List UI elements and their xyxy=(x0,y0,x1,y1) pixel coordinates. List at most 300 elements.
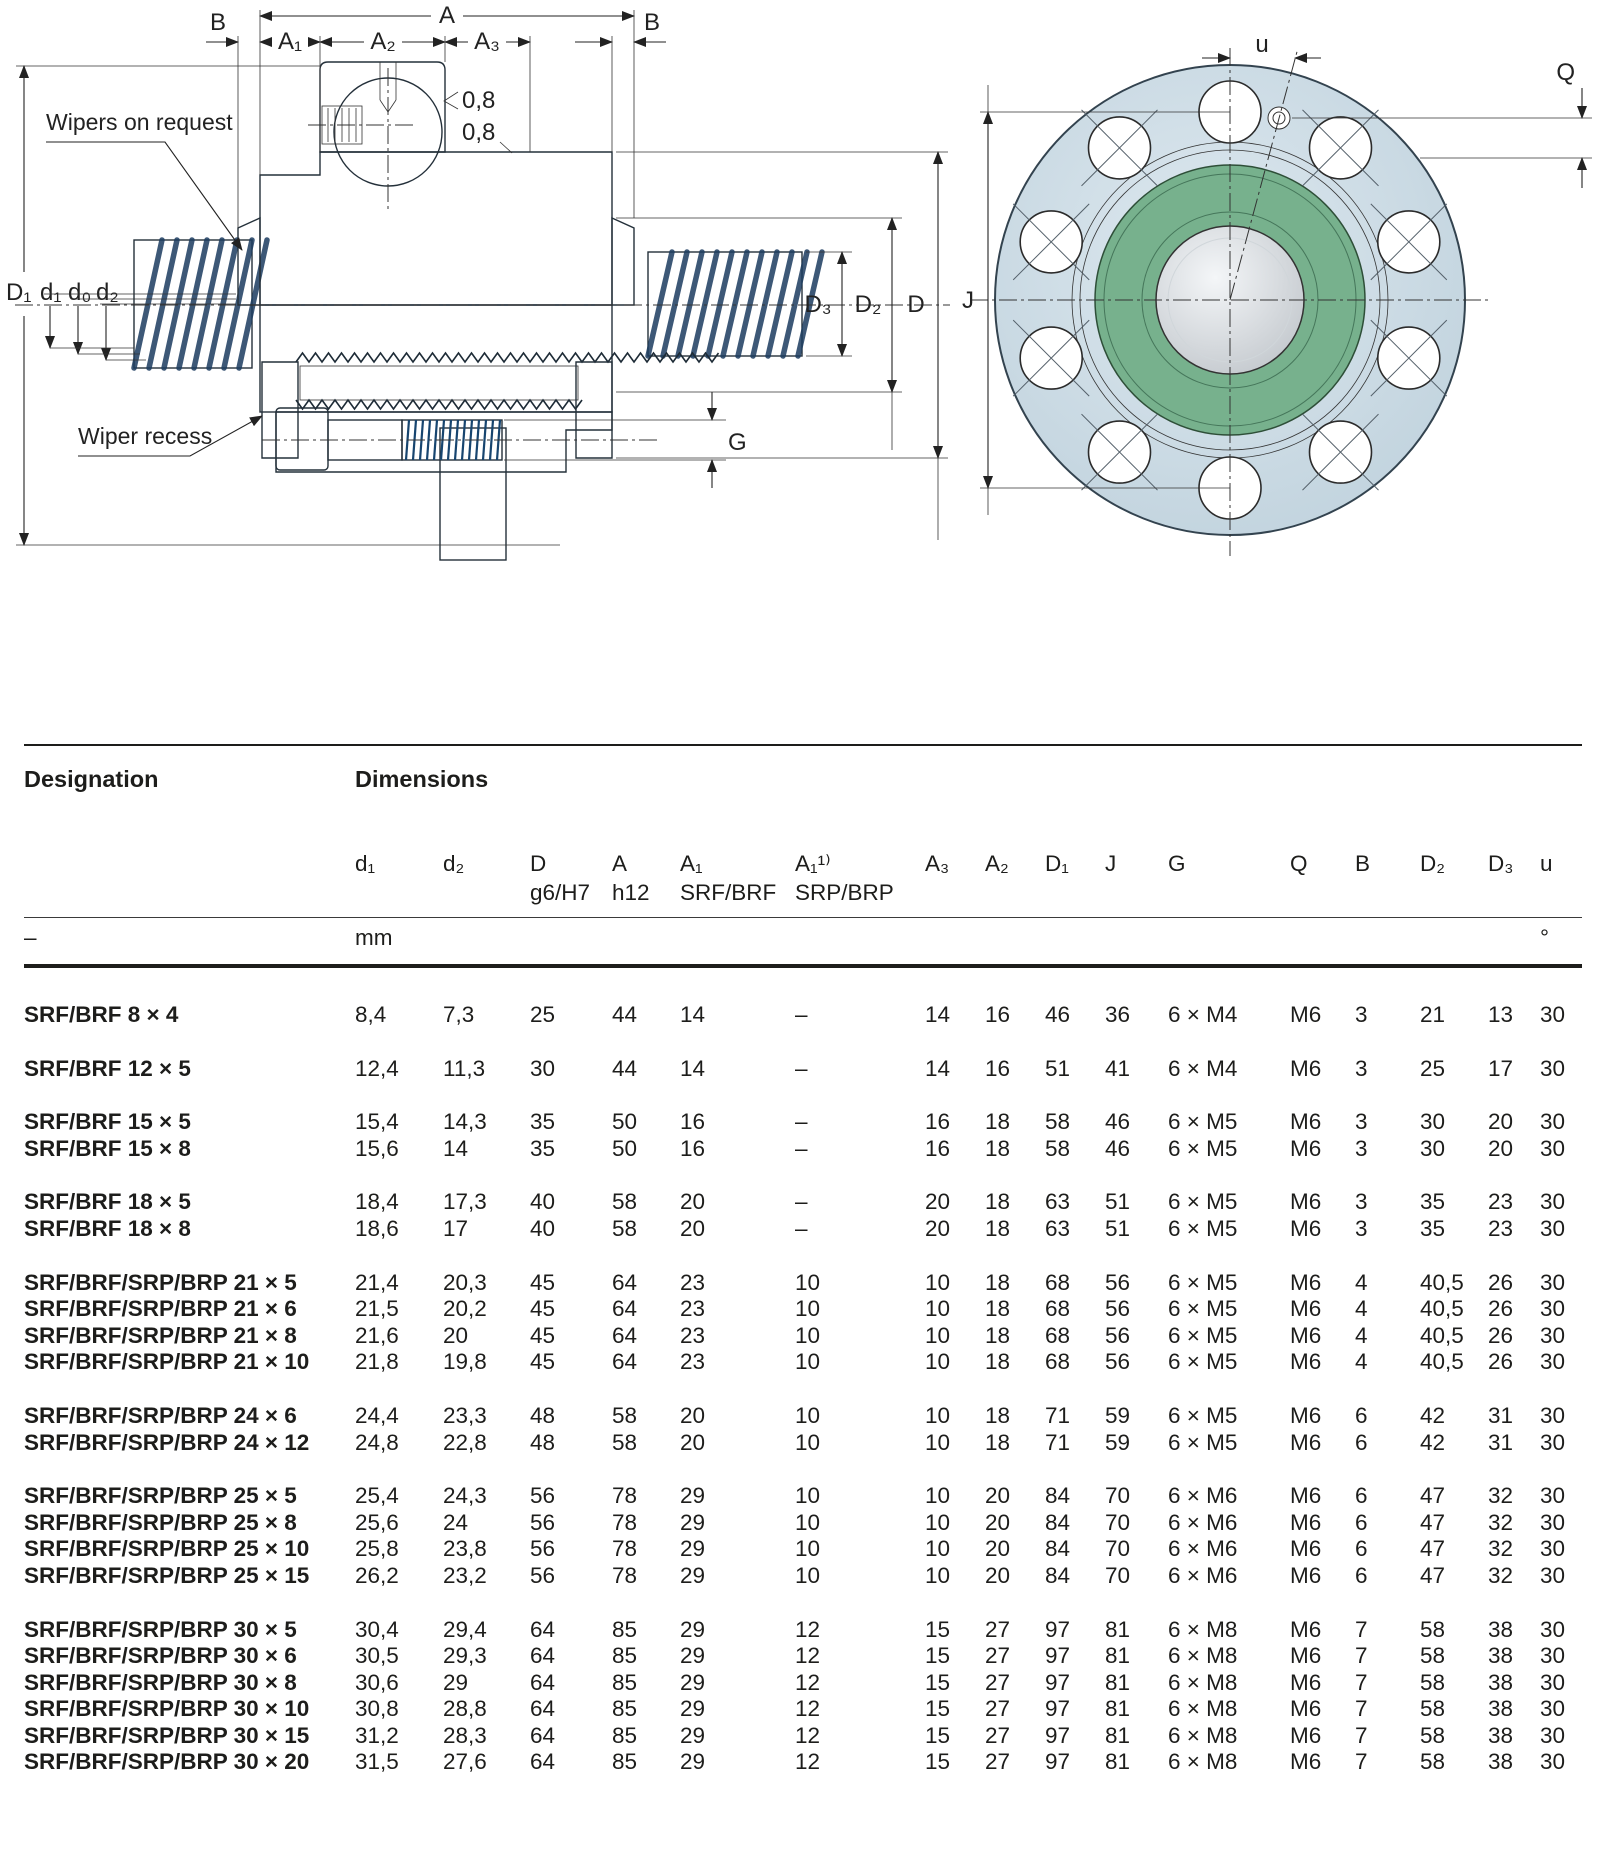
value-cell: 10 xyxy=(795,1322,821,1348)
value-cell: 20 xyxy=(925,1215,951,1241)
value-cell: 26 xyxy=(1488,1349,1514,1375)
table-row xyxy=(24,1723,1582,1750)
value-cell: 32 xyxy=(1488,1483,1514,1509)
value-cell: 6 xyxy=(1355,1562,1368,1588)
value-cell: 20 xyxy=(925,1189,951,1215)
dim-b-right-label: B xyxy=(643,9,661,36)
value-cell: 15,6 xyxy=(355,1135,399,1161)
value-cell: 20 xyxy=(443,1322,469,1348)
value-cell: 6 xyxy=(1355,1483,1368,1509)
value-cell: 24,8 xyxy=(355,1429,399,1455)
dim-b-left-label: B xyxy=(209,9,227,36)
table-row xyxy=(24,1563,1582,1590)
value-cell: 10 xyxy=(925,1322,951,1348)
value-cell: 4 xyxy=(1355,1322,1368,1348)
table-row xyxy=(24,1643,1582,1670)
value-cell: 47 xyxy=(1420,1509,1446,1535)
designation-cell: SRF/BRF/SRP/BRP 30 × 15 xyxy=(24,1722,310,1748)
value-cell: 59 xyxy=(1105,1429,1131,1455)
table-row xyxy=(24,1670,1582,1697)
table-row xyxy=(24,1002,1582,1029)
value-cell: 64 xyxy=(612,1322,638,1348)
value-cell: 85 xyxy=(612,1722,638,1748)
value-cell: 6 xyxy=(1355,1402,1368,1428)
value-cell: 29,4 xyxy=(443,1616,487,1642)
value-cell: 48 xyxy=(530,1402,556,1428)
value-cell: 32 xyxy=(1488,1536,1514,1562)
value-cell: 6 × M6 xyxy=(1168,1509,1238,1535)
value-cell: 21,6 xyxy=(355,1322,399,1348)
value-cell: 84 xyxy=(1045,1562,1071,1588)
flange-view xyxy=(962,31,1592,556)
value-cell: 30 xyxy=(1540,1055,1566,1081)
value-cell: 30 xyxy=(1540,1349,1566,1375)
value-cell: 20 xyxy=(1488,1109,1514,1135)
unit-degree: ° xyxy=(1540,925,1549,950)
value-cell: 29 xyxy=(680,1722,706,1748)
table-row xyxy=(24,1617,1582,1644)
value-cell: 58 xyxy=(1045,1109,1071,1135)
column-header: u xyxy=(1540,851,1553,876)
value-cell: 16 xyxy=(925,1109,951,1135)
value-cell: 22,8 xyxy=(443,1429,487,1455)
value-cell: 4 xyxy=(1355,1296,1368,1322)
value-cell: 6 × M5 xyxy=(1168,1429,1238,1455)
value-cell: 58 xyxy=(612,1215,638,1241)
value-cell: 64 xyxy=(612,1269,638,1295)
value-cell: 36 xyxy=(1105,1002,1131,1027)
value-cell: 97 xyxy=(1045,1643,1071,1669)
wiper-left-lower xyxy=(262,362,298,458)
value-cell: 25 xyxy=(1420,1055,1446,1081)
value-cell: – xyxy=(795,1002,808,1027)
dimensions-title: Dimensions xyxy=(355,766,489,792)
value-cell: 6 × M5 xyxy=(1168,1135,1238,1161)
table-mid-rule xyxy=(24,917,1582,918)
column-header: D₃ xyxy=(1488,851,1514,876)
value-cell: 3 xyxy=(1355,1055,1368,1081)
designation-cell: SRF/BRF/SRP/BRP 25 × 10 xyxy=(24,1536,310,1562)
value-cell: 12 xyxy=(795,1643,821,1669)
dim-j-label: J xyxy=(962,287,974,314)
value-cell: 7 xyxy=(1355,1696,1368,1722)
value-cell: M6 xyxy=(1290,1669,1322,1695)
value-cell: 6 × M5 xyxy=(1168,1402,1238,1428)
value-cell: 6 xyxy=(1355,1429,1368,1455)
value-cell: 30 xyxy=(1540,1189,1566,1215)
table-group xyxy=(24,1056,1582,1083)
designation-cell: SRF/BRF/SRP/BRP 30 × 8 xyxy=(24,1669,297,1695)
value-cell: 10 xyxy=(795,1402,821,1428)
table-row xyxy=(24,1510,1582,1537)
value-cell: 3 xyxy=(1355,1189,1368,1215)
value-cell: 56 xyxy=(530,1483,556,1509)
nut-body xyxy=(260,152,612,305)
value-cell: 38 xyxy=(1488,1616,1514,1642)
table-top-rule xyxy=(24,744,1582,746)
designation-cell: SRF/BRF/SRP/BRP 24 × 12 xyxy=(24,1429,310,1455)
nut-thread-zigzag-bottom xyxy=(296,400,582,409)
value-cell: 30 xyxy=(1540,1135,1566,1161)
value-cell: 16 xyxy=(925,1135,951,1161)
section-view xyxy=(6,2,950,560)
table-row xyxy=(24,1349,1582,1376)
value-cell: 25,8 xyxy=(355,1536,399,1562)
value-cell: M6 xyxy=(1290,1536,1322,1562)
value-cell: 6 × M5 xyxy=(1168,1322,1238,1348)
designation-cell: SRF/BRF/SRP/BRP 25 × 5 xyxy=(24,1483,297,1509)
value-cell: 27 xyxy=(985,1643,1011,1669)
value-cell: 3 xyxy=(1355,1109,1368,1135)
value-cell: 45 xyxy=(530,1296,556,1322)
value-cell: 97 xyxy=(1045,1749,1071,1775)
value-cell: 20 xyxy=(680,1429,706,1455)
value-cell: 10 xyxy=(795,1296,821,1322)
value-cell: 64 xyxy=(530,1749,556,1775)
value-cell: – xyxy=(795,1135,808,1161)
value-cell: 26 xyxy=(1488,1269,1514,1295)
wipers-note: Wipers on request xyxy=(46,109,233,135)
value-cell: 28,3 xyxy=(443,1722,487,1748)
value-cell: 84 xyxy=(1045,1536,1071,1562)
designation-cell: SRF/BRF 18 × 8 xyxy=(24,1215,191,1241)
value-cell: 30,5 xyxy=(355,1643,399,1669)
value-cell: 64 xyxy=(612,1296,638,1322)
value-cell: 58 xyxy=(1420,1669,1446,1695)
value-cell: 97 xyxy=(1045,1616,1071,1642)
value-cell: 29 xyxy=(680,1509,706,1535)
value-cell: 18 xyxy=(985,1322,1011,1348)
value-cell: 30 xyxy=(1540,1322,1566,1348)
value-cell: M6 xyxy=(1290,1643,1322,1669)
value-cell: M6 xyxy=(1290,1296,1322,1322)
dim-g-label: G xyxy=(728,429,747,456)
value-cell: M6 xyxy=(1290,1002,1322,1027)
unit-designation: – xyxy=(24,925,37,950)
value-cell: 29 xyxy=(680,1483,706,1509)
value-cell: 11,3 xyxy=(443,1055,486,1081)
value-cell: 30,6 xyxy=(355,1669,399,1695)
value-cell: 23 xyxy=(680,1322,706,1348)
value-cell: 6 × M6 xyxy=(1168,1483,1238,1509)
table-rows xyxy=(24,1002,1582,1776)
value-cell: 16 xyxy=(985,1055,1011,1081)
value-cell: 85 xyxy=(612,1749,638,1775)
value-cell: 42 xyxy=(1420,1402,1446,1428)
value-cell: M6 xyxy=(1290,1483,1322,1509)
value-cell: – xyxy=(795,1215,808,1241)
value-cell: 25,4 xyxy=(355,1483,399,1509)
value-cell: 10 xyxy=(795,1429,821,1455)
value-cell: 23 xyxy=(680,1296,706,1322)
value-cell: 35 xyxy=(530,1109,556,1135)
value-cell: 20 xyxy=(1488,1135,1514,1161)
dim-d0-label: d₀ xyxy=(68,279,92,306)
value-cell: 7 xyxy=(1355,1722,1368,1748)
dim-D2cap-label: D₂ xyxy=(854,291,882,318)
dim-d1-label: d₁ xyxy=(40,279,62,306)
value-cell: 30,8 xyxy=(355,1696,399,1722)
value-cell: 78 xyxy=(612,1562,638,1588)
value-cell: 64 xyxy=(530,1722,556,1748)
value-cell: M6 xyxy=(1290,1616,1322,1642)
value-cell: 17 xyxy=(443,1215,469,1241)
value-cell: 18 xyxy=(985,1296,1011,1322)
value-cell: 51 xyxy=(1105,1215,1131,1241)
value-cell: 6 × M8 xyxy=(1168,1696,1238,1722)
value-cell: 17,3 xyxy=(443,1189,487,1215)
value-cell: 38 xyxy=(1488,1669,1514,1695)
value-cell: M6 xyxy=(1290,1215,1322,1241)
table-group xyxy=(24,1189,1582,1242)
table-row xyxy=(24,1296,1582,1323)
table-group xyxy=(24,1483,1582,1589)
dim-u-label: u xyxy=(1255,31,1269,58)
value-cell: 18 xyxy=(985,1135,1011,1161)
designation-cell: SRF/BRF/SRP/BRP 30 × 5 xyxy=(24,1616,297,1642)
designation-cell: SRF/BRF 12 × 5 xyxy=(24,1055,191,1081)
value-cell: 15 xyxy=(925,1749,951,1775)
value-cell: 71 xyxy=(1045,1402,1071,1428)
value-cell: 15 xyxy=(925,1722,951,1748)
value-cell: 30 xyxy=(530,1055,556,1081)
value-cell: M6 xyxy=(1290,1509,1322,1535)
value-cell: 30 xyxy=(1540,1722,1566,1748)
value-cell: 6 × M4 xyxy=(1168,1055,1238,1081)
value-cell: 30 xyxy=(1540,1002,1566,1027)
value-cell: 31 xyxy=(1488,1429,1514,1455)
value-cell: 40 xyxy=(530,1189,556,1215)
value-cell: 23,3 xyxy=(443,1402,487,1428)
value-cell: 30 xyxy=(1540,1402,1566,1428)
value-cell: 29 xyxy=(443,1669,469,1695)
value-cell: M6 xyxy=(1290,1562,1322,1588)
value-cell: 23 xyxy=(680,1349,706,1375)
value-cell: 31,2 xyxy=(355,1722,399,1748)
value-cell: 30 xyxy=(1540,1269,1566,1295)
value-cell: 30 xyxy=(1540,1696,1566,1722)
value-cell: – xyxy=(795,1189,808,1215)
value-cell: 23 xyxy=(1488,1215,1514,1241)
value-cell: 64 xyxy=(530,1696,556,1722)
value-cell: 6 × M5 xyxy=(1168,1296,1238,1322)
value-cell: 81 xyxy=(1105,1669,1131,1695)
value-cell: 6 × M5 xyxy=(1168,1349,1238,1375)
value-cell: 47 xyxy=(1420,1536,1446,1562)
value-cell: 70 xyxy=(1105,1536,1131,1562)
value-cell: 16 xyxy=(680,1109,706,1135)
value-cell: 15 xyxy=(925,1669,951,1695)
value-cell: 56 xyxy=(530,1562,556,1588)
value-cell: 10 xyxy=(925,1429,951,1455)
value-cell: 18 xyxy=(985,1402,1011,1428)
value-cell: 31,5 xyxy=(355,1749,399,1775)
value-cell: 30 xyxy=(1540,1669,1566,1695)
value-cell: 14,3 xyxy=(443,1109,487,1135)
wiper-right-lower xyxy=(576,362,612,458)
value-cell: 56 xyxy=(1105,1322,1131,1348)
value-cell: 3 xyxy=(1355,1002,1368,1027)
value-cell: 18,4 xyxy=(355,1189,399,1215)
value-cell: M6 xyxy=(1290,1349,1322,1375)
value-cell: 27 xyxy=(985,1696,1011,1722)
value-cell: 18 xyxy=(985,1109,1011,1135)
table-group xyxy=(24,1002,1582,1029)
value-cell: 6 × M5 xyxy=(1168,1269,1238,1295)
value-cell: 30 xyxy=(1540,1509,1566,1535)
column-header: A h12 xyxy=(612,851,650,905)
column-header: A₃ xyxy=(925,851,950,876)
value-cell: 15 xyxy=(925,1696,951,1722)
value-cell: 26 xyxy=(1488,1296,1514,1322)
fixing-bolt xyxy=(262,408,660,470)
value-cell: 15,4 xyxy=(355,1109,399,1135)
value-cell: 27 xyxy=(985,1669,1011,1695)
value-cell: 45 xyxy=(530,1349,556,1375)
value-cell: 6 × M8 xyxy=(1168,1643,1238,1669)
table-row xyxy=(24,1323,1582,1350)
value-cell: 10 xyxy=(795,1483,821,1509)
value-cell: 13 xyxy=(1488,1002,1514,1027)
value-cell: 10 xyxy=(925,1536,951,1562)
column-header: d₁ xyxy=(355,851,376,876)
value-cell: 70 xyxy=(1105,1483,1131,1509)
value-cell: 10 xyxy=(795,1349,821,1375)
value-cell: 84 xyxy=(1045,1509,1071,1535)
value-cell: – xyxy=(795,1055,808,1081)
value-cell: 81 xyxy=(1105,1643,1131,1669)
value-cell: 45 xyxy=(530,1322,556,1348)
value-cell: 58 xyxy=(612,1189,638,1215)
value-cell: 51 xyxy=(1045,1055,1071,1081)
value-cell: 10 xyxy=(795,1536,821,1562)
table-row xyxy=(24,1403,1582,1430)
value-cell: 63 xyxy=(1045,1189,1071,1215)
dim-a3-label: A₃ xyxy=(474,28,500,55)
value-cell: 20,3 xyxy=(443,1269,487,1295)
value-cell: 30 xyxy=(1540,1215,1566,1241)
value-cell: 12 xyxy=(795,1749,821,1775)
value-cell: 21,8 xyxy=(355,1349,399,1375)
value-cell: 68 xyxy=(1045,1322,1071,1348)
value-cell: 24 xyxy=(443,1509,469,1535)
value-cell: M6 xyxy=(1290,1402,1322,1428)
value-cell: 7 xyxy=(1355,1643,1368,1669)
value-cell: 78 xyxy=(612,1536,638,1562)
value-cell: 10 xyxy=(925,1562,951,1588)
wiper-recess-note: Wiper recess xyxy=(78,423,213,449)
value-cell: 21,5 xyxy=(355,1296,399,1322)
value-cell: 3 xyxy=(1355,1215,1368,1241)
dim-q-label: Q xyxy=(1556,59,1575,86)
value-cell: 26,2 xyxy=(355,1562,399,1588)
value-cell: 16 xyxy=(680,1135,706,1161)
value-cell: 51 xyxy=(1105,1189,1131,1215)
value-cell: 47 xyxy=(1420,1483,1446,1509)
value-cell: 38 xyxy=(1488,1696,1514,1722)
table-unit-row xyxy=(24,925,1582,951)
value-cell: 97 xyxy=(1045,1696,1071,1722)
designation-cell: SRF/BRF/SRP/BRP 30 × 10 xyxy=(24,1696,310,1722)
column-header: D₂ xyxy=(1420,851,1445,876)
value-cell: 25,6 xyxy=(355,1509,399,1535)
value-cell: 23,8 xyxy=(443,1536,487,1562)
value-cell: 81 xyxy=(1105,1722,1131,1748)
value-cell: 24,4 xyxy=(355,1402,399,1428)
value-cell: 30,4 xyxy=(355,1616,399,1642)
value-cell: 68 xyxy=(1045,1269,1071,1295)
value-cell: 12 xyxy=(795,1669,821,1695)
value-cell: 40,5 xyxy=(1420,1269,1464,1295)
value-cell: 58 xyxy=(612,1429,638,1455)
value-cell: – xyxy=(795,1109,808,1135)
table-row xyxy=(24,1216,1582,1243)
value-cell: 30 xyxy=(1540,1483,1566,1509)
value-cell: M6 xyxy=(1290,1269,1322,1295)
designation-cell: SRF/BRF/SRP/BRP 25 × 8 xyxy=(24,1509,297,1535)
table-row xyxy=(24,1483,1582,1510)
value-cell: 20 xyxy=(985,1562,1011,1588)
value-cell: 40,5 xyxy=(1420,1322,1464,1348)
value-cell: 14 xyxy=(925,1055,951,1081)
value-cell: 38 xyxy=(1488,1749,1514,1775)
designation-cell: SRF/BRF/SRP/BRP 21 × 6 xyxy=(24,1296,297,1322)
value-cell: 21 xyxy=(1420,1002,1446,1027)
designation-cell: SRF/BRF 18 × 5 xyxy=(24,1189,191,1215)
value-cell: 12 xyxy=(795,1722,821,1748)
table-row xyxy=(24,1749,1582,1776)
value-cell: 63 xyxy=(1045,1215,1071,1241)
value-cell: 18,6 xyxy=(355,1215,399,1241)
value-cell: 20,2 xyxy=(443,1296,487,1322)
value-cell: 29,3 xyxy=(443,1643,487,1669)
value-cell: 46 xyxy=(1105,1109,1131,1135)
value-cell: 46 xyxy=(1045,1002,1071,1027)
value-cell: 50 xyxy=(612,1135,638,1161)
value-cell: 58 xyxy=(1420,1696,1446,1722)
value-cell: 81 xyxy=(1105,1696,1131,1722)
value-cell: 20 xyxy=(985,1509,1011,1535)
value-cell: 78 xyxy=(612,1509,638,1535)
value-cell: 40,5 xyxy=(1420,1349,1464,1375)
column-header: A₁¹⁾ SRP/BRP xyxy=(795,851,894,905)
designation-cell: SRF/BRF/SRP/BRP 21 × 5 xyxy=(24,1269,297,1295)
value-cell: 84 xyxy=(1045,1483,1071,1509)
column-header: Q xyxy=(1290,851,1308,876)
value-cell: 24,3 xyxy=(443,1483,487,1509)
table-row xyxy=(24,1189,1582,1216)
table-header-row xyxy=(24,849,1582,907)
table-row xyxy=(24,1056,1582,1083)
nut-thread-zigzag-top xyxy=(296,353,719,362)
value-cell: 38 xyxy=(1488,1643,1514,1669)
table-titles xyxy=(24,766,1582,793)
value-cell: 10 xyxy=(925,1269,951,1295)
value-cell: 45 xyxy=(530,1269,556,1295)
value-cell: 29 xyxy=(680,1696,706,1722)
table-group xyxy=(24,1270,1582,1376)
value-cell: 56 xyxy=(530,1509,556,1535)
value-cell: 81 xyxy=(1105,1616,1131,1642)
value-cell: M6 xyxy=(1290,1055,1322,1081)
value-cell: 29 xyxy=(680,1749,706,1775)
value-cell: 6 × M6 xyxy=(1168,1562,1238,1588)
value-cell: 15 xyxy=(925,1643,951,1669)
value-cell: 48 xyxy=(530,1429,556,1455)
value-cell: 85 xyxy=(612,1643,638,1669)
value-cell: 30 xyxy=(1540,1643,1566,1669)
value-cell: 47 xyxy=(1420,1562,1446,1588)
